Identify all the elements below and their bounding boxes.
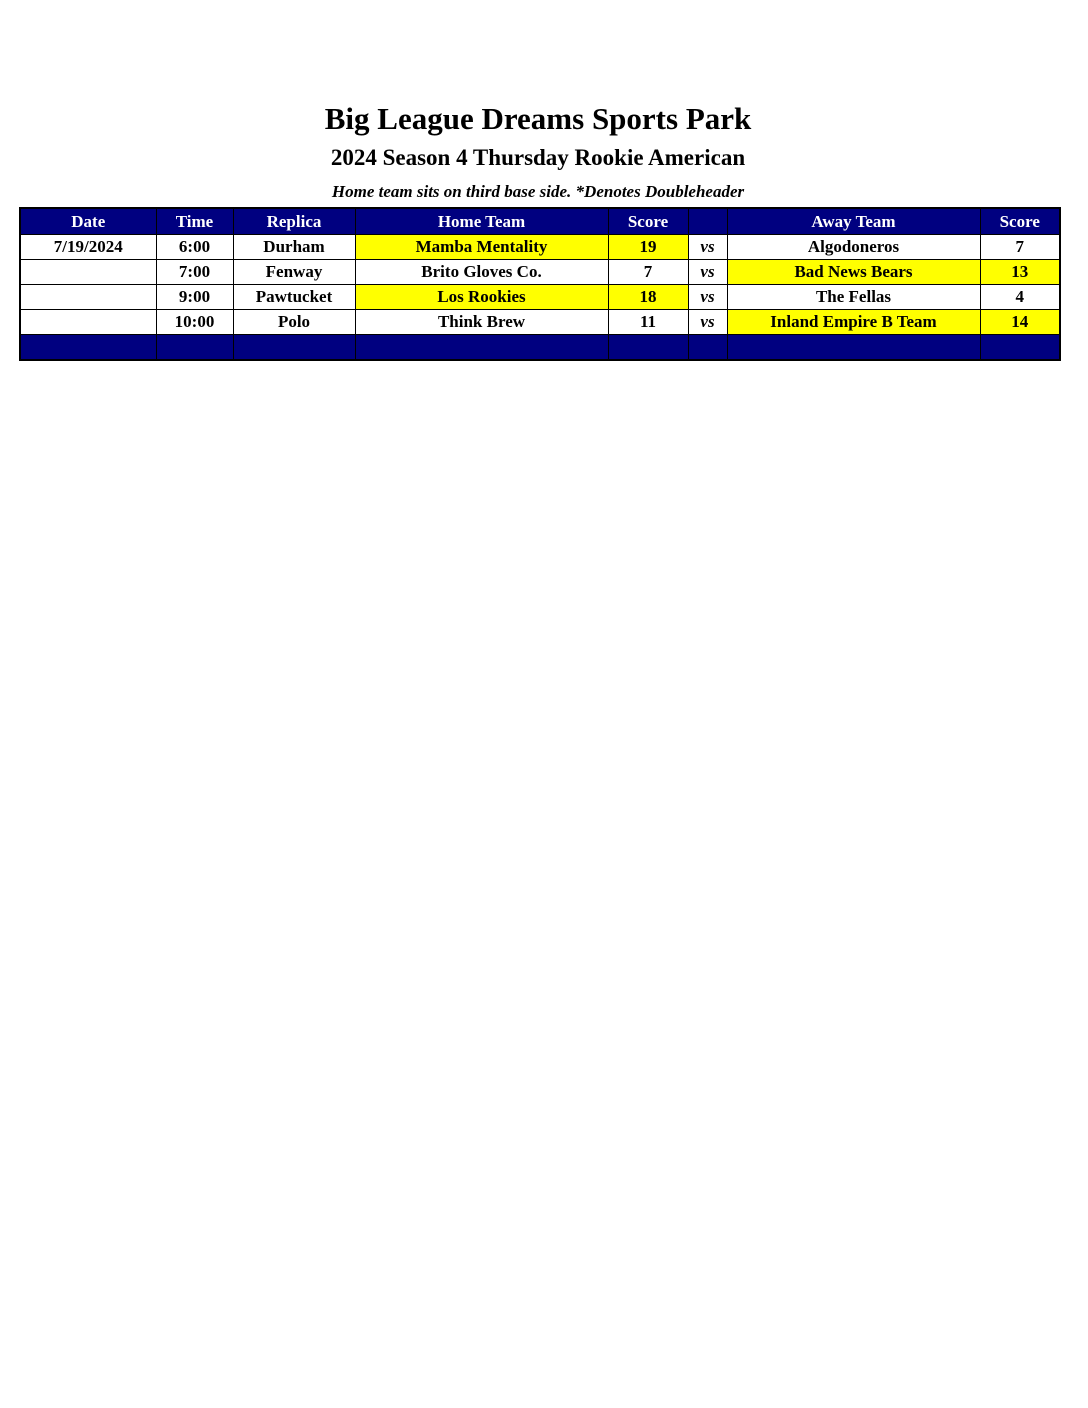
footer-cell [980,335,1060,361]
away-team-cell: The Fellas [727,285,980,310]
table-row [20,310,1060,335]
home-score-cell: 18 [608,285,688,310]
away-score-cell: 4 [980,285,1060,310]
table-footer-row [20,335,1060,361]
column-header-vs [688,208,727,235]
away-team-cell: Inland Empire B Team [727,310,980,335]
date-cell [20,285,156,310]
page-title: Big League Dreams Sports Park [324,101,752,136]
footer-cell [688,335,727,361]
replica-cell: Fenway [233,260,355,285]
home-team-cell: Los Rookies [355,285,608,310]
table-header-row [20,208,1060,235]
home-score-cell: 11 [608,310,688,335]
column-header-away-team: Away Team [727,208,980,235]
time-cell: 6:00 [156,235,233,260]
footer-cell [233,335,355,361]
footer-cell [355,335,608,361]
page-note: Home team sits on third base side. *Denotes Doubleheader [331,182,745,201]
away-score-cell: 14 [980,310,1060,335]
home-score-cell: 19 [608,235,688,260]
vs-cell: vs [688,310,727,335]
table-row [20,235,1060,260]
footer-cell [727,335,980,361]
vs-cell: vs [688,285,727,310]
home-team-cell: Think Brew [355,310,608,335]
footer-cell [608,335,688,361]
column-header-replica: Replica [233,208,355,235]
away-team-cell: Algodoneros [727,235,980,260]
home-team-cell: Mamba Mentality [355,235,608,260]
footer-cell [156,335,233,361]
away-team-cell: Bad News Bears [727,260,980,285]
date-cell [20,310,156,335]
column-header-date: Date [20,208,156,235]
time-cell: 9:00 [156,285,233,310]
date-cell [20,260,156,285]
replica-cell: Durham [233,235,355,260]
table-row [20,285,1060,310]
home-team-cell: Brito Gloves Co. [355,260,608,285]
date-cell: 7/19/2024 [20,235,156,260]
schedule-table [19,207,1061,361]
replica-cell: Polo [233,310,355,335]
home-score-cell: 7 [608,260,688,285]
column-header-time: Time [156,208,233,235]
away-score-cell: 7 [980,235,1060,260]
time-cell: 7:00 [156,260,233,285]
replica-cell: Pawtucket [233,285,355,310]
table-row [20,260,1060,285]
time-cell: 10:00 [156,310,233,335]
vs-cell: vs [688,260,727,285]
page-subtitle: 2024 Season 4 Thursday Rookie American [330,145,746,170]
vs-cell: vs [688,235,727,260]
column-header-away-score: Score [980,208,1060,235]
column-header-home-score: Score [608,208,688,235]
column-header-home-team: Home Team [355,208,608,235]
away-score-cell: 13 [980,260,1060,285]
footer-cell [20,335,156,361]
